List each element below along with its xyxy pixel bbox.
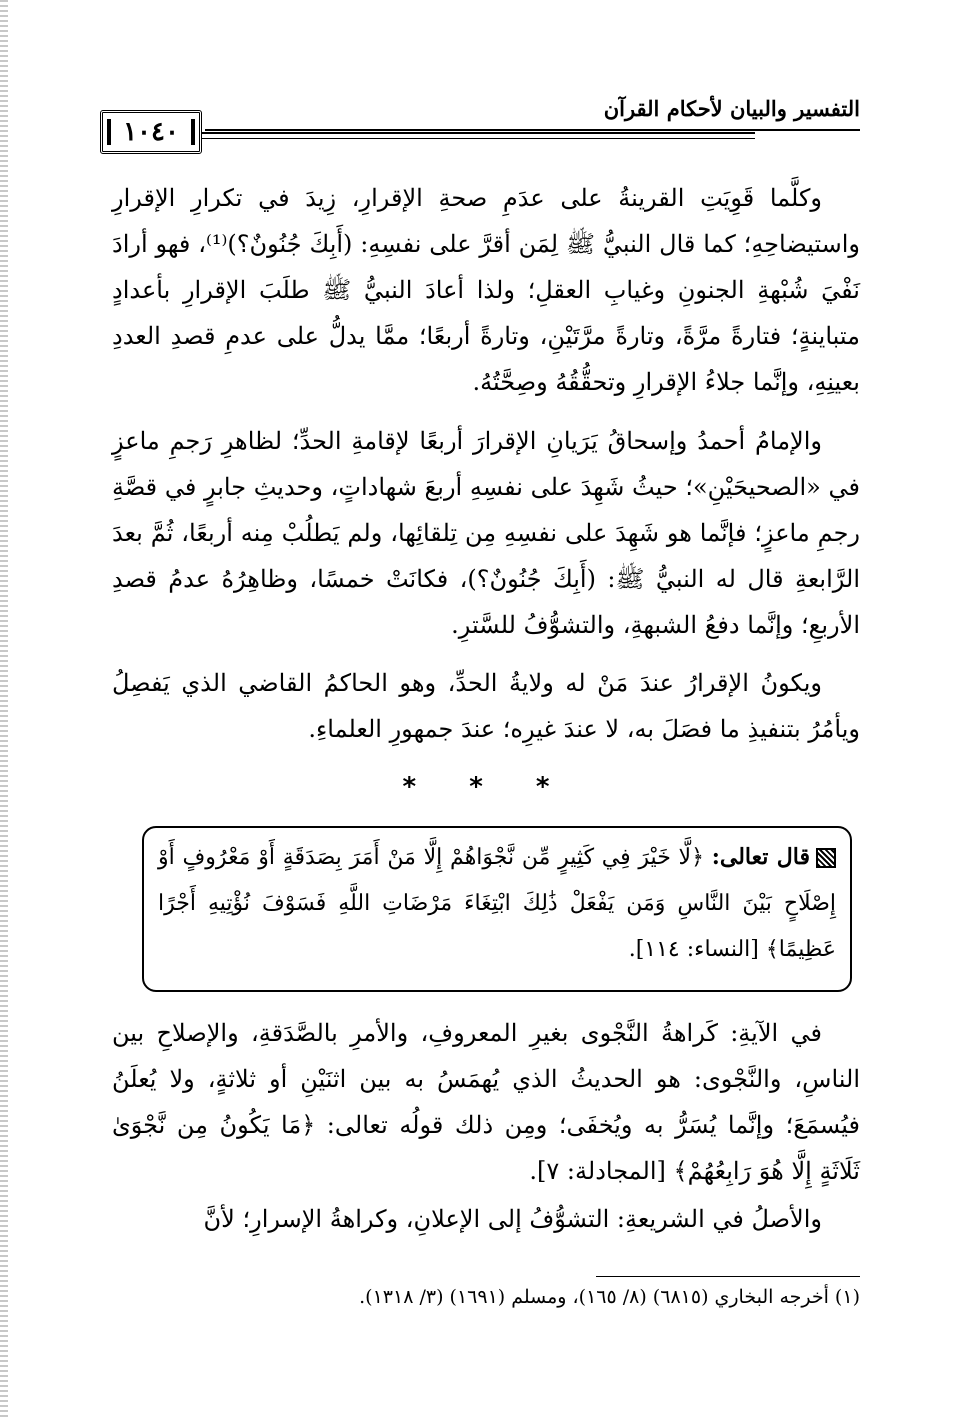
verse-intro: قال تعالى: bbox=[711, 844, 810, 870]
page-number: ١٠٤٠ bbox=[123, 117, 179, 147]
verse-reference: [النساء: ١١٤]. bbox=[628, 937, 759, 962]
paragraph-text: ويكونُ الإقرارُ عندَ مَنْ له ولايةُ الحدِّ، وهو الحاكمُ القاضي الذي يَفصِلُ ويأمُرُ بتنفيذِ ما فصَلَ به، لا عندَ غيرِه؛ عندَ جمهورِ العلماءِ. bbox=[112, 669, 860, 743]
paragraph bbox=[112, 418, 860, 648]
section-separator: * * * bbox=[402, 772, 572, 802]
header-rule bbox=[205, 129, 860, 131]
ornament-icon bbox=[816, 848, 836, 868]
paragraph-text: وكلَّما قَوِيَتِ القرينةُ على عدَمِ صحةِ الإقرارِ، زِيدَ في تكرارِ الإقرارِ واستيضاحِهِ؛ كما قال النبيُّ ﷺ لِمَن أقرَّ على نفسِهِ: (أَبِكَ جُنُونٌ؟)⁽¹⁾، فهو أرادَ نَفْيَ شُبْهةِ الجنونِ وغيابِ العقلِ؛ ولذا أعادَ النبيُّ ﷺ طلَبَ الإقرارِ بأعدادٍ متباينةٍ؛ فتارةً مرَّةً، وتارةً مرَّتَيْنِ، وتارةً أربعًا؛ ممَّا يدلُّ على عدمِ قصدِ العددِ بعينِهِ، وإنَّما جلاءُ الإقرارِ وتحقُّقُهُ وصِحَّتُهُ. bbox=[112, 184, 860, 396]
page-header bbox=[100, 96, 860, 166]
paragraph-text: والأصلُ في الشريعةِ: التشوُّفُ إلى الإعلانِ، وكراهةُ الإسرارِ؛ لأنَّ bbox=[203, 1205, 822, 1233]
footnote: (١) أخرجه البخاري (٦٨١٥) (٨/ ١٦٥)، ومسلم (١٦٩١) (٣/ ١٣١٨). bbox=[359, 1286, 860, 1308]
book-title: التفسير والبيان لأحكام القرآن bbox=[603, 96, 860, 121]
paragraph bbox=[112, 1010, 860, 1194]
verse-text: ﴿لَّا خَيْرَ فِي كَثِيرٍ مِّن نَّجْوَاهُمْ إِلَّا مَنْ أَمَرَ بِصَدَقَةٍ أَوْ مَعْرُوفٍ أَوْ إِصْلَاحٍ بَيْنَ النَّاسِ وَمَن يَفْعَلْ ذَٰلِكَ ابْتِغَاءَ مَرْضَاتِ اللَّهِ فَسَوْفَ نُؤْتِيهِ أَجْرًا عَظِيمًا﴾ bbox=[158, 845, 836, 962]
verse-box bbox=[142, 826, 852, 992]
page-number-box bbox=[100, 110, 202, 154]
paragraph bbox=[112, 660, 860, 752]
scan-edge bbox=[0, 0, 8, 1417]
footnote-rule bbox=[596, 1276, 860, 1277]
paragraph-text: في الآيةِ: كَراهةُ النَّجْوى بغيرِ المعروفِ، والأمرِ بالصَّدَقةِ، والإصلاحِ بين الناسِ، والنَّجْوى: هو الحديثُ الذي يُهمَسُ به بين اثنَيْنِ أو ثلاثةٍ، ولا يُعلَنُ فيُسمَعَ؛ وإنَّما يُسَرُّ به ويُخفَى؛ ومِن ذلك قولُه تعالى: ﴿مَا يَكُونُ مِن نَّجْوَىٰ ثَلَاثَةٍ إِلَّا هُوَ رَابِعُهُمْ﴾ [المجادلة: ٧]. bbox=[112, 1019, 860, 1185]
paragraph-text: والإمامُ أحمدُ وإسحاقُ يَرَيانِ الإقرارَ أربعًا لإقامةِ الحدِّ؛ لظاهرِ رَجمِ ماعزٍ في «الصحيحَيْنِ»؛ حيثُ شَهِدَ على نفسِهِ أربعَ شهاداتٍ، وحديثِ جابرٍ في قصَّةِ رجمِ ماعزٍ؛ فإنَّما هو شَهِدَ على نفسِهِ مِن تِلقائِها، ولم يَطلُبْ مِنه أربعًا، ثُمَّ بعدَ الرَّابعةِ قال له النبيُّ ﷺ: (أَبِكَ جُنُونٌ؟)، فكانَتْ خمسًا، وظاهِرُهُ عدمُ قصدِ الأربعِ؛ وإنَّما دفعُ الشبهةِ، والتشوُّفُ للسَّترِ. bbox=[112, 427, 861, 639]
paragraph bbox=[112, 1196, 860, 1242]
paragraph bbox=[112, 175, 860, 405]
